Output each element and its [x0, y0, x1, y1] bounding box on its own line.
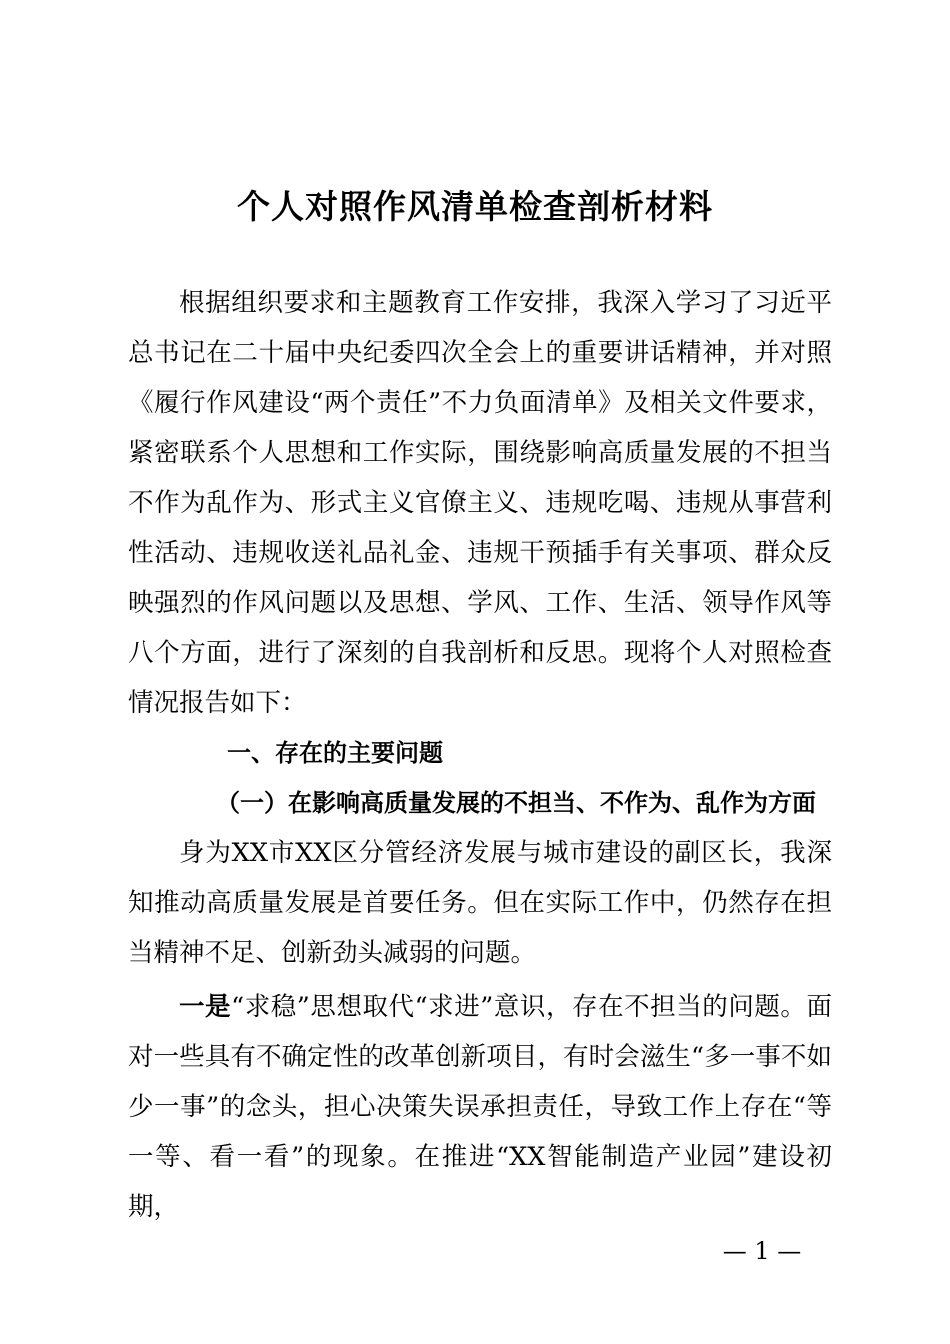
document-title: 个人对照作风清单检查剖析材料 [237, 187, 713, 226]
subsection-heading-high-quality-development: （一）在影响高质量发展的不担当、不作为、乱作为方面 [216, 789, 816, 817]
body-paragraph-role: 身为XX市XX区分管经济发展与城市建设的副区长，我深知推动高质量发展是首要任务。但在实际工作中，仍然存在担当精神不足、创新劲头减弱的问题。 [128, 838, 832, 968]
page-number: — 1 — [722, 1237, 802, 1265]
intro-paragraph: 根据组织要求和主题教育工作安排，我深入学习了习近平总书记在二十届中央纪委四次全会上的重要讲话精神，并对照《履行作风建设“两个责任”不力负面清单》及相关文件要求，紧密联系个人思想和工作实际，围绕影响高质量发展的不担当不作为乱作为、形式主义官僚主义、违规吃喝、违规从事营利性活动、违规收送礼品礼金、违规干预插手有关事项、群众反映强烈的作风问题以及思想、学风、工作、生活、领导作风等八个方面，进行了深刻的自我剖析和反思。现将个人对照检查情况报告如下： [128, 288, 832, 718]
point-one-text: “求稳”思想取代“求进”意识，存在不担当的问题。面对一些具有不确定性的改革创新项目，有时会滋生“多一事不如少一事”的念头，担心决策失误承担责任，导致工作上存在“等一等、看一看”的现象。在推进“XX智能制造产业园”建设初期， [128, 992, 832, 1222]
body-paragraph-point-one [128, 982, 832, 1232]
section-heading-main-problems: 一、存在的主要问题 [227, 739, 443, 767]
document-body [128, 278, 832, 1232]
point-lead-label: 一是 [179, 992, 232, 1022]
